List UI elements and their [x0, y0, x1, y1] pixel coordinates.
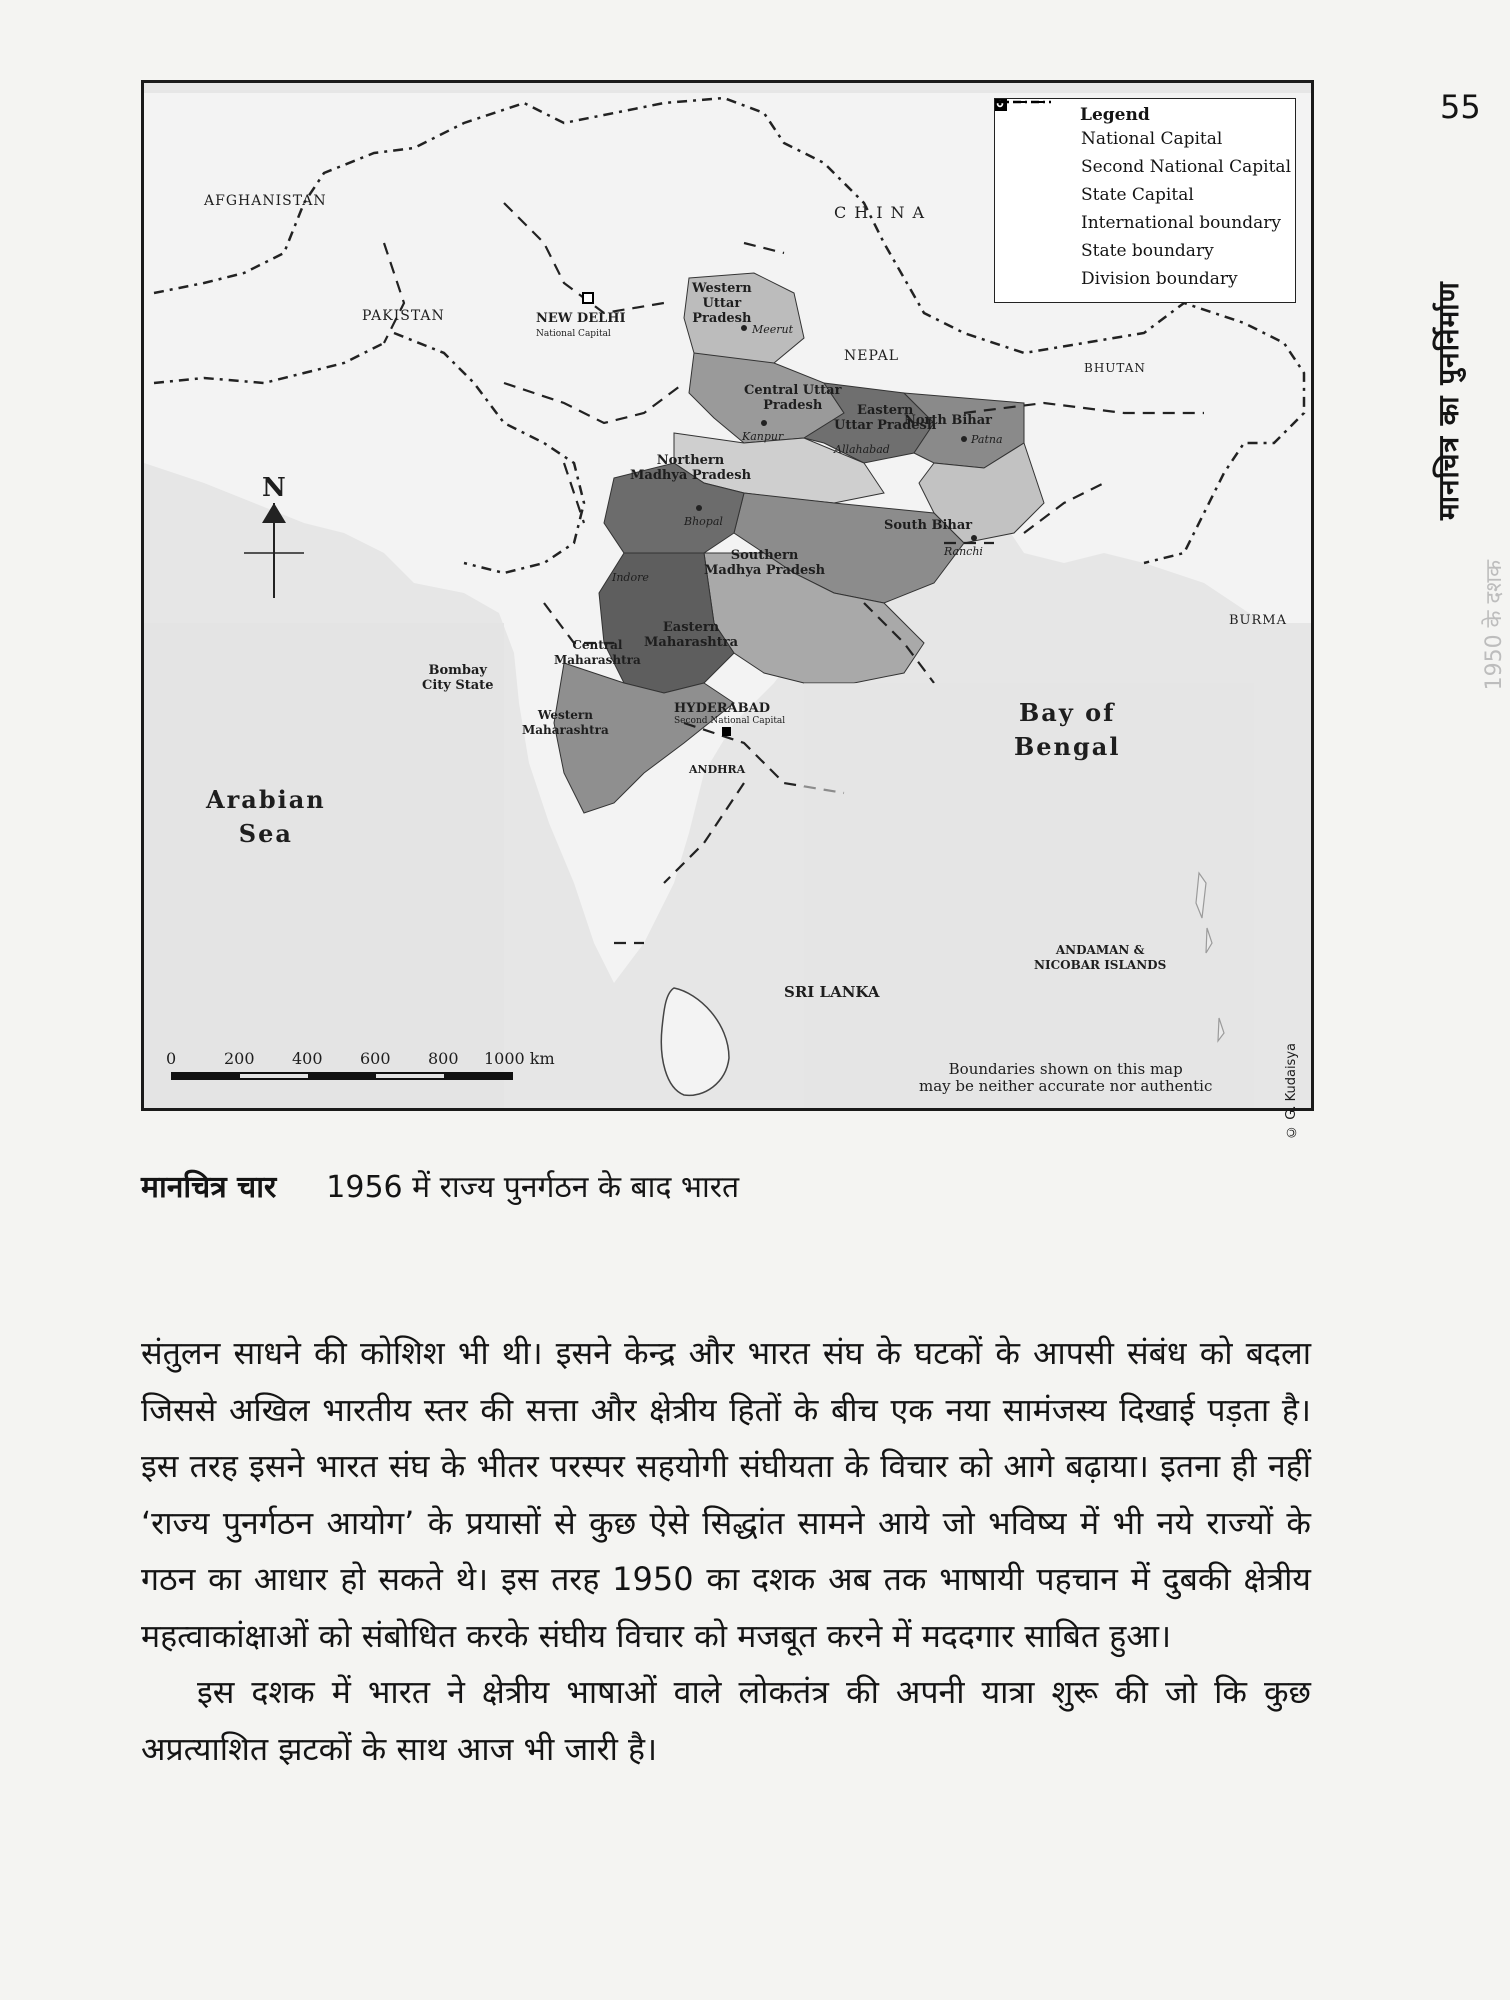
legend-row [1021, 237, 1295, 265]
label-northern-mp: Northern Madhya Pradesh [630, 453, 752, 483]
caption-label: मानचित्र चार [141, 1170, 277, 1205]
label-south-bihar: South Bihar [884, 518, 973, 533]
legend-label: State boundary [1081, 241, 1214, 261]
label-ranchi: Ranchi [944, 545, 983, 558]
label-burma: BURMA [1229, 613, 1287, 628]
map-legend [994, 98, 1296, 303]
bhopal-dot [696, 505, 702, 511]
legend-label: Second National Capital [1081, 157, 1292, 177]
label-patna: Patna [971, 433, 1003, 446]
scale-bar-fill-3 [444, 1073, 512, 1079]
label-pakistan: PAKISTAN [362, 308, 445, 324]
map-credit: © G. Kudaisya [1284, 1043, 1299, 1139]
legend-row [1021, 181, 1295, 209]
legend-row [1021, 153, 1295, 181]
legend-label: International boundary [1081, 213, 1281, 233]
map-caption [141, 1165, 739, 1206]
label-andhra: ANDHRA [689, 763, 746, 776]
label-bay-of-bengal: Bay of Bengal [1014, 698, 1121, 761]
faint-margin-text: 1950 के दशक [1482, 560, 1507, 691]
chapter-title: मानचित्र का पुनर्निर्माण [1432, 281, 1465, 520]
label-nepal: NEPAL [844, 348, 900, 364]
label-andaman: ANDAMAN & NICOBAR ISLANDS [1034, 943, 1167, 972]
caption-text: 1956 में राज्य पुनर्गठन के बाद भारत [326, 1170, 740, 1205]
scale-tick: 0 [166, 1049, 177, 1068]
label-bhutan: BHUTAN [1084, 361, 1146, 375]
label-central-maharashtra: Central Maharashtra [554, 638, 641, 667]
label-kanpur: Kanpur [742, 430, 784, 443]
label-western-maharashtra: Western Maharashtra [522, 708, 609, 737]
legend-label: State Capital [1081, 185, 1194, 205]
legend-row [1021, 209, 1295, 237]
label-western-up: Western Uttar Pradesh [692, 281, 752, 326]
label-bombay: Bombay City State [422, 663, 494, 693]
paragraph: इस दशक में भारत ने क्षेत्रीय भाषाओं वाले लोकतंत्र की अपनी यात्रा शुरू की जो कि कुछ अप्रत्याशित झटकों के साथ आज भी जारी है। [141, 1673, 1311, 1768]
body-text [141, 1325, 1311, 1777]
sri-lanka-shape [661, 988, 729, 1095]
patna-dot [961, 436, 967, 442]
legend-row [1021, 125, 1295, 153]
label-new-delhi: NEW DELHI [536, 311, 626, 326]
legend-row [1021, 265, 1295, 293]
legend-label: Division boundary [1081, 269, 1238, 289]
label-southern-mp: Southern Madhya Pradesh [704, 548, 826, 578]
label-allahabad: Allahabad [834, 443, 890, 456]
label-north-bihar: North Bihar [904, 413, 993, 428]
paragraph: संतुलन साधने की कोशिश भी थी। इसने केन्द्र और भारत संघ के घटकों के आपसी संबंध को बदला जिससे अखिल भारतीय स्तर की सत्ता और क्षेत्रीय हितों के बीच एक नया सामंजस्य दिखाई पड़ता है। इस तरह इसने भारत संघ के भीतर परस्पर सहयोगी संघीयता के विचार को आगे बढ़ाया। इतना ही नहीं ‘राज्य पुनर्गठन आयोग’ के प्रयासों से कुछ ऐसे सिद्धांत सामने आये जो भविष्य में भी नये राज्यों के गठन का आधार हो सकते थे। इस तरह 1950 का दशक अब तक भाषायी पहचान में दुबकी क्षेत्रीय महत्वाकांक्षाओं को संबोधित करके संघीय विचार को मजबूत करने में मददगार साबित हुआ। [141, 1334, 1311, 1655]
label-afghanistan: AFGHANISTAN [204, 193, 327, 209]
scale-tick: 200 [224, 1049, 255, 1068]
label-arabian-sea: Arabian Sea [206, 785, 326, 848]
scale-tick: 800 [428, 1049, 459, 1068]
scale-bar-fill-2 [308, 1073, 376, 1079]
legend-label: National Capital [1081, 129, 1223, 149]
label-new-delhi-note: National Capital [536, 329, 611, 339]
label-eastern-up: Eastern Uttar Pradesh [834, 403, 937, 433]
legend-title: Legend [1080, 105, 1150, 125]
label-eastern-maharashtra: Eastern Maharashtra [644, 620, 739, 650]
map-disclaimer: Boundaries shown on this map may be neither accurate nor authentic [919, 1060, 1213, 1095]
arabian-sea-area [144, 623, 504, 1108]
label-central-up: Central Uttar Pradesh [744, 383, 842, 413]
scale-tick: 400 [292, 1049, 323, 1068]
label-meerut: Meerut [752, 323, 794, 336]
scale-bar-fill-1 [172, 1073, 240, 1079]
hyderabad-marker [722, 727, 731, 736]
label-hyderabad-note: Second National Capital [674, 716, 786, 726]
scale-tick: 1000 km [484, 1049, 555, 1068]
label-indore: Indore [612, 571, 649, 584]
scale-tick: 600 [360, 1049, 391, 1068]
label-bhopal: Bhopal [684, 515, 723, 528]
label-sri-lanka: SRI LANKA [784, 983, 880, 1001]
label-hyderabad: HYDERABAD [674, 701, 770, 716]
ranchi-dot [971, 535, 977, 541]
kanpur-dot [761, 420, 767, 426]
india-map [141, 80, 1314, 1139]
page-number: 55 [1440, 88, 1481, 126]
new-delhi-marker [583, 293, 593, 303]
north-label: N [262, 473, 286, 503]
label-china: CHINA [834, 203, 933, 222]
